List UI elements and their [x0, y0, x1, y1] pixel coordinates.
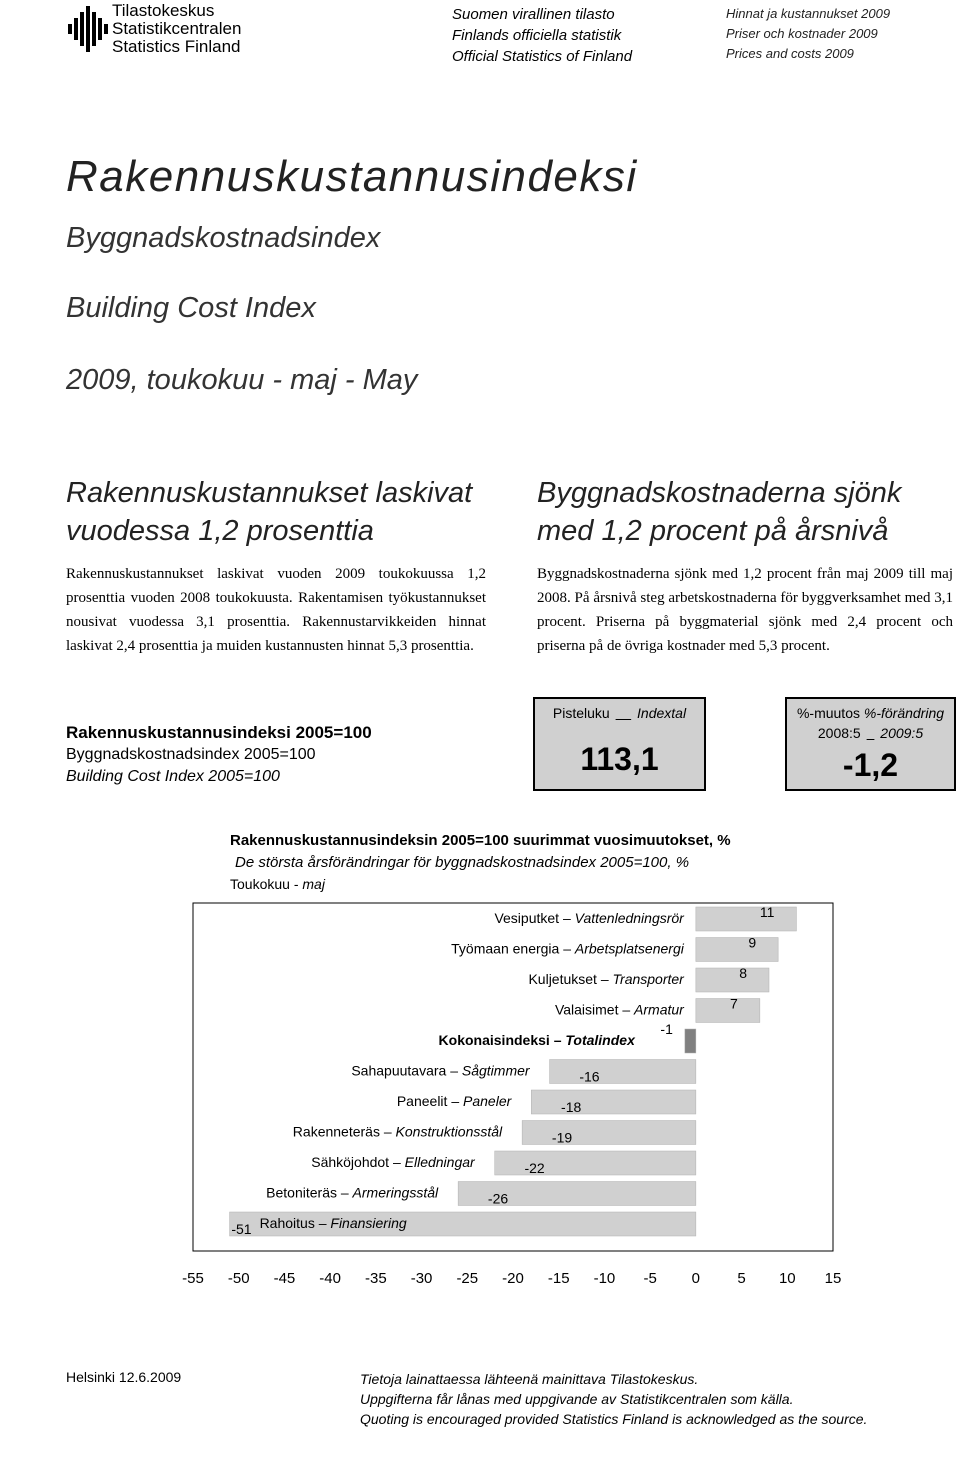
- logo-line-fi: Tilastokeskus: [112, 1, 215, 20]
- x-tick-label-11: 0: [691, 1270, 701, 1287]
- index-value-label-sv: Indextal: [637, 705, 687, 721]
- bar-7: [522, 1121, 696, 1145]
- series-en: Official Statistics of Finland: [452, 48, 633, 65]
- bar-value-label-6: -18: [561, 1099, 582, 1115]
- bar-4: [685, 1029, 696, 1053]
- bar-value-label-4: -1: [660, 1021, 673, 1037]
- x-tick-label-6: -25: [456, 1270, 479, 1287]
- summary-fi-body: Rakennuskustannukset laskivat vuoden 2009 toukokuussa 1,2 prosenttia vuoden 2008 toukokuusta. Rakentamisen työkustannukset nousivat vuodessa 3,1 prosenttia. Rakennustarvikkeiden hinnat laskivat 2,4 prosenttia ja muiden kustannusten hinnat 5,3 prosenttia.: [66, 566, 486, 654]
- x-tick-label-13: 10: [778, 1270, 796, 1287]
- x-tick-label-12: 5: [737, 1270, 746, 1287]
- bar-category-label-2: [528, 971, 685, 987]
- bar-category-label-7: [293, 1124, 503, 1140]
- bar-category-sv-3: Armatur: [634, 1001, 684, 1018]
- citation-fi: Tietoja lainattaessa lähteenä mainittava Tilastokeskus.: [360, 1371, 699, 1387]
- bar-6: [531, 1090, 696, 1114]
- index-value-label-fi: Pisteluku: [552, 705, 610, 721]
- title-sv: Byggnadskostnadsindex: [66, 222, 381, 254]
- citation-en: Quoting is encouraged provided Statistics Finland is acknowledged as the source.: [360, 1411, 868, 1427]
- x-tick-label-0: -55: [182, 1270, 204, 1287]
- series-fi: Suomen virallinen tilasto: [452, 6, 615, 23]
- index-title-en: Building Cost Index 2005=100: [66, 768, 280, 785]
- index-value-box: [533, 697, 706, 791]
- bar-1: [696, 938, 778, 962]
- chart-period-fi: Toukokuu -: [230, 876, 303, 892]
- bar-category-sv-4: Totalindex: [565, 1032, 635, 1048]
- x-tick-label-10: -5: [643, 1270, 657, 1287]
- bar-category-fi-4: Kokonaisindeksi –: [438, 1032, 566, 1048]
- change-percent-box: [785, 697, 956, 791]
- annual-change-bar-chart: [0, 895, 960, 1295]
- bar-category-sv-10: Finansiering: [330, 1215, 407, 1231]
- topic-sv: Priser och kostnader 2009: [726, 26, 878, 41]
- bar-value-label-0: 11: [759, 904, 775, 920]
- statistics-finland-logo-icon: [66, 4, 110, 54]
- change-value: -1,2: [842, 747, 899, 783]
- bar-category-sv-0: Vattenledningsrör: [574, 910, 684, 926]
- x-tick-label-5: -30: [410, 1270, 433, 1287]
- bar-category-sv-6: Paneler: [463, 1093, 512, 1109]
- logo-line-en: Statistics Finland: [112, 37, 241, 56]
- bar-category-fi-0: Vesiputket –: [494, 910, 575, 926]
- bar-category-label-1: [451, 941, 685, 957]
- change-label-fi: %-muutos: [796, 705, 860, 721]
- index-value-label: [535, 705, 704, 721]
- topic-en: Prices and costs 2009: [726, 46, 854, 61]
- bar-category-label-10: [260, 1215, 407, 1231]
- page-title: Rakennuskustannusindeksi: [66, 152, 638, 201]
- bar-5: [550, 1060, 696, 1084]
- change-label-sv: %-förändring: [863, 705, 945, 721]
- x-tick-label-8: -15: [547, 1270, 570, 1287]
- bar-3: [696, 999, 760, 1023]
- bar-value-label-3: 7: [730, 995, 738, 1012]
- x-tick-label-2: -45: [273, 1270, 296, 1287]
- bar-category-fi-1: Työmaan energia –: [451, 940, 575, 957]
- x-tick-label-14: 15: [824, 1270, 842, 1287]
- bar-category-sv-1: Arbetsplatsenergi: [574, 940, 684, 957]
- bar-value-label-10: -51: [231, 1221, 252, 1237]
- logo-line-sv: Statistikcentralen: [112, 19, 242, 38]
- bar-category-label-3: [555, 1002, 685, 1018]
- bar-category-fi-3: Valaisimet –: [554, 1001, 635, 1018]
- bar-category-sv-9: Armeringsstål: [352, 1184, 439, 1201]
- bar-2: [696, 968, 769, 992]
- bar-0: [696, 907, 797, 931]
- topic-label: [726, 4, 890, 64]
- x-tick-label-4: -35: [365, 1270, 387, 1287]
- bar-category-fi-7: Rakenneteräs –: [292, 1123, 396, 1140]
- bar-value-label-7: -19: [551, 1129, 573, 1146]
- bar-value-label-1: 9: [748, 934, 757, 951]
- series-sv: Finlands officiella statistik: [452, 27, 622, 44]
- bar-category-fi-9: Betoniteräs –: [266, 1184, 353, 1201]
- title-period: 2009, toukokuu - maj - May: [66, 364, 418, 396]
- index-value: 113,1: [580, 741, 659, 777]
- summary-fi-heading-1: Rakennuskustannukset laskivat: [66, 477, 473, 509]
- citation-sv: Uppgifterna får lånas med uppgivande av Statistikcentralen som källa.: [360, 1391, 794, 1407]
- bar-category-fi-10: Rahoitus –: [259, 1215, 331, 1231]
- logo-wordmark: [112, 2, 241, 56]
- chart-period: [230, 876, 325, 892]
- bar-category-label-5: [351, 1063, 531, 1079]
- bar-category-label-0: [494, 910, 685, 926]
- index-title-sv: Byggnadskostnadsindex 2005=100: [66, 746, 316, 763]
- chart-title-sv: De största årsförändringar för byggnadskostnadsindex 2005=100, %: [235, 854, 690, 871]
- bar-category-sv-7: Konstruktionsstål: [395, 1123, 503, 1140]
- topic-fi: Hinnat ja kustannukset 2009: [726, 6, 891, 21]
- x-tick-label-1: -50: [227, 1270, 250, 1287]
- bar-category-fi-8: Sähköjohdot –: [311, 1154, 405, 1170]
- bar-value-label-5: -16: [579, 1068, 600, 1085]
- bar-category-sv-2: Transporter: [612, 971, 684, 987]
- summary-fi: [66, 474, 486, 658]
- change-period-a: 2008:5: [817, 725, 861, 741]
- chart-title: Rakennuskustannusindeksin 2005=100 suurimmat vuosimuutokset, %: [230, 832, 731, 849]
- bar-category-label-8: [311, 1154, 476, 1170]
- chart-period-sv: maj: [302, 876, 325, 892]
- summary-sv-heading-2: med 1,2 procent på årsnivå: [537, 515, 889, 547]
- bar-value-label-9: -26: [487, 1190, 509, 1207]
- change-period-b: 2009:5: [880, 725, 924, 741]
- bar-category-label-4: [439, 1032, 637, 1048]
- summary-sv: [537, 474, 953, 658]
- bar-category-fi-6: Paneelit –: [396, 1093, 464, 1109]
- place-date: Helsinki 12.6.2009: [66, 1369, 182, 1385]
- bar-category-fi-2: Kuljetukset –: [528, 971, 613, 987]
- change-label: [787, 705, 954, 721]
- index-block-title: [66, 722, 372, 788]
- official-statistics-label: [452, 4, 632, 67]
- bar-category-fi-5: Sahapuutavara –: [351, 1062, 462, 1079]
- change-period: [787, 725, 954, 741]
- citation-note: [360, 1369, 867, 1429]
- index-title-fi: Rakennuskustannusindeksi 2005=100: [66, 723, 372, 742]
- bar-category-sv-8: Elledningar: [404, 1154, 475, 1170]
- bar-category-label-6: [397, 1093, 513, 1109]
- x-tick-label-7: -20: [502, 1270, 524, 1287]
- bar-category-sv-5: Sågtimmer: [461, 1062, 530, 1079]
- summary-fi-heading-2: vuodessa 1,2 prosenttia: [66, 515, 374, 547]
- bar-value-label-2: 8: [739, 965, 747, 981]
- bar-value-label-8: -22: [524, 1160, 545, 1176]
- summary-sv-heading-1: Byggnadskostnaderna sjönk: [537, 477, 902, 509]
- bar-category-label-9: [266, 1185, 439, 1201]
- title-en: Building Cost Index: [66, 292, 316, 324]
- summary-sv-body: Byggnadskostnaderna sjönk med 1,2 procent från maj 2009 till maj 2008. På årsnivå steg arbetskostnaderna för byggverksamhet med 3,1 procent. Priserna på byggmaterial sjönk med 2,4 procent och priserna på de övriga kostnader med 5,3 procent.: [537, 566, 953, 654]
- x-tick-label-9: -10: [593, 1270, 616, 1287]
- x-tick-label-3: -40: [319, 1270, 341, 1287]
